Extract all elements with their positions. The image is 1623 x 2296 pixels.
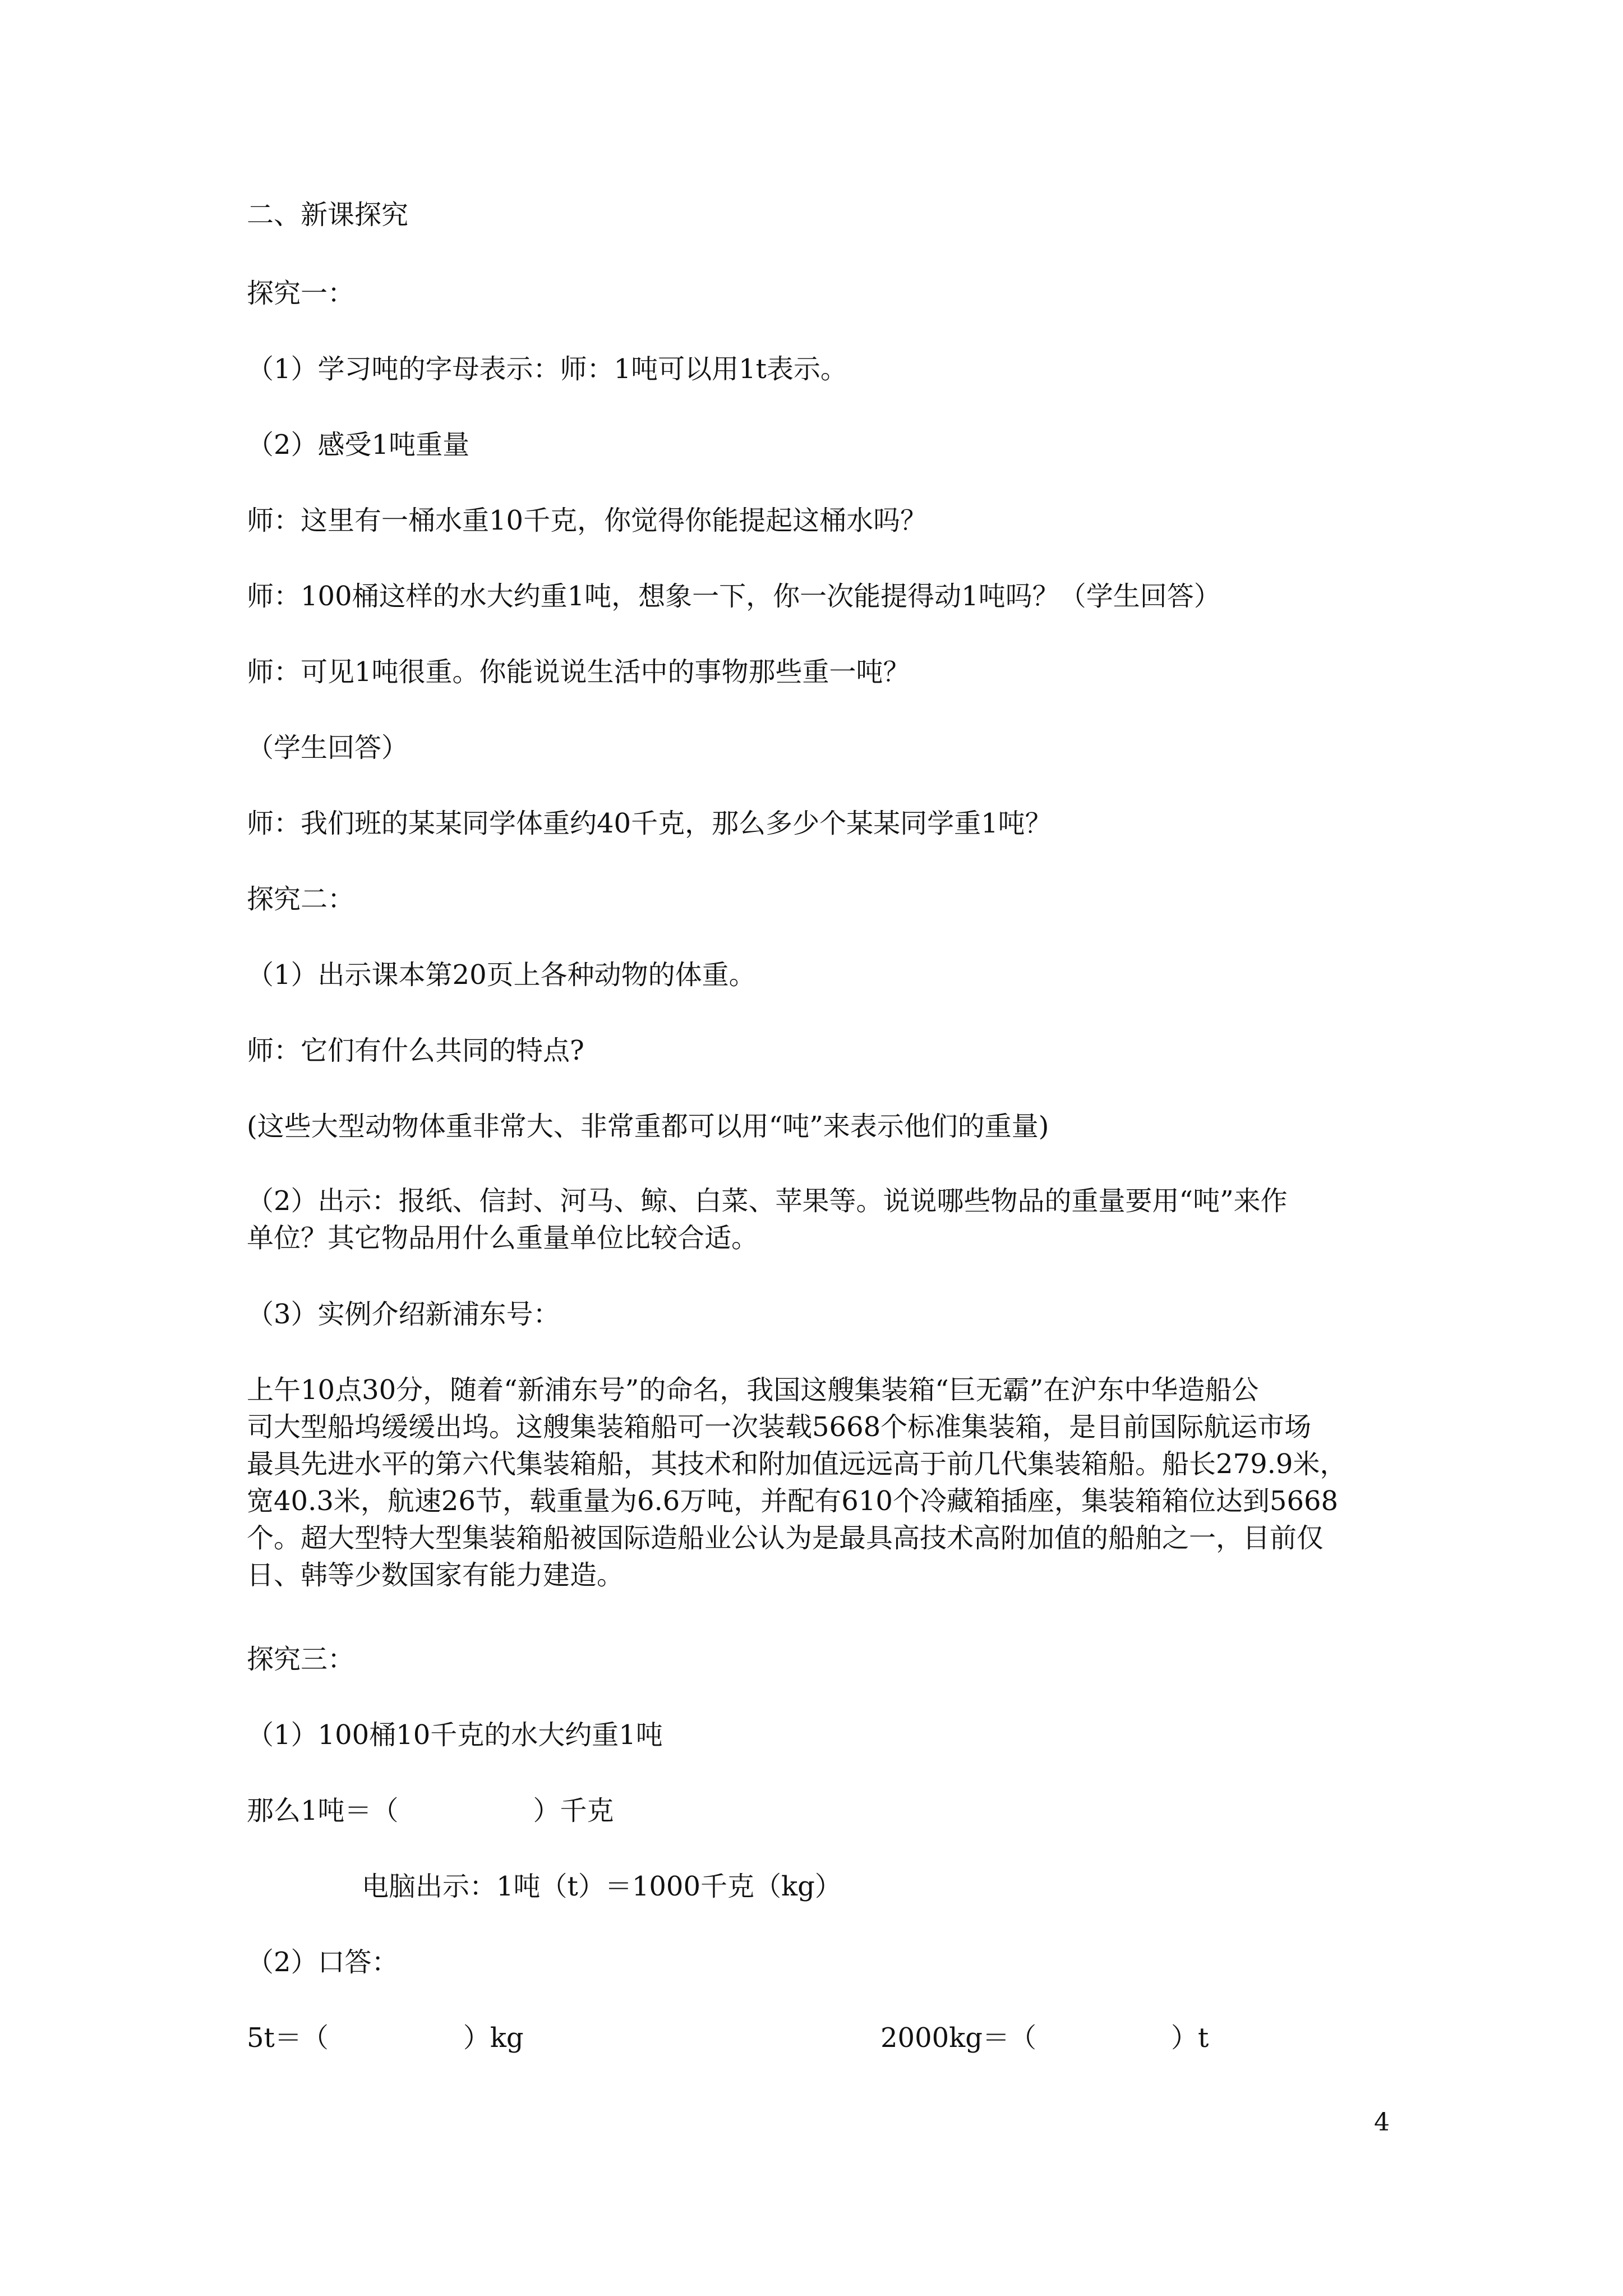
explore-three-heading: 探究三： (247, 1644, 355, 1675)
exercise-left: 5t＝（ ）kg (247, 2022, 524, 2054)
fill-in-blank-line: 那么1吨＝（ ）千克 (247, 1795, 614, 1826)
paragraph-line: 日、韩等少数国家有能力建造。 (247, 1559, 624, 1591)
teacher-line-1: 师：这里有一桶水重10千克，你觉得你能提起这桶水吗？ (247, 505, 928, 536)
explore-three-item-1: （1）100桶10千克的水大约重1吨 (247, 1719, 663, 1751)
paragraph-line: 宽40.3米，航速26节，载重量为6.6万吨，并配有610个冷藏箱插座，集装箱箱位达到5668 (247, 1485, 1339, 1517)
teacher-line-3: 师：可见1吨很重。你能说说生活中的事物那些重一吨？ (247, 656, 910, 688)
paragraph-line: 个。超大型特大型集装箱船被国际造船业公认为是最具高技术高附加值的船舶之一，目前仅 (247, 1522, 1324, 1554)
explore-one-heading: 探究一： (247, 278, 355, 309)
paragraph-line: 上午10点30分，随着“新浦东号”的命名，我国这艘集装箱“巨无霸”在沪东中华造船公 (247, 1374, 1259, 1406)
answer-explanation-line: (这些大型动物体重非常大、非常重都可以用“吨”来表示他们的重量) (247, 1111, 1049, 1142)
explore-two-heading: 探究二： (247, 884, 355, 915)
student-answer-line: （学生回答） (247, 732, 409, 763)
computer-show-line: 电脑出示：1吨（t）＝1000千克（kg） (362, 1871, 842, 1902)
ship-paragraph (247, 1372, 1391, 1594)
page-number: 4 (1374, 2108, 1390, 2137)
section-heading: 二、新课探究 (247, 199, 409, 231)
teacher-line-2: 师：100桶这样的水大约重1吨，想象一下，你一次能提得动1吨吗？（学生回答） (247, 581, 1221, 612)
teacher-line-4: 师：我们班的某某同学体重约40千克，那么多少个某某同学重1吨？ (247, 808, 1052, 839)
paragraph-line: 最具先进水平的第六代集装箱船，其技术和附加值远远高于前几代集装箱船。船长279.9米， (247, 1448, 1347, 1480)
exercise-right: 2000kg＝（ ）t (880, 2022, 1209, 2054)
show-items-paragraph (247, 1182, 1391, 1257)
case-intro-line: （3）实例介绍新浦东号： (247, 1299, 560, 1330)
paragraph-line: （2）出示：报纸、信封、河马、鲸、白菜、苹果等。说说哪些物品的重量要用“吨”来作 (247, 1185, 1288, 1217)
paragraph-line: 司大型船坞缓缓出坞。这艘集装箱船可一次装载5668个标准集装箱，是目前国际航运市场 (247, 1411, 1312, 1443)
explore-one-item-2: （2）感受1吨重量 (247, 429, 470, 461)
oral-answer-heading: （2）口答： (247, 1947, 399, 1978)
paragraph-line: 单位？其它物品用什么重量单位比较合适。 (247, 1222, 759, 1254)
explore-one-item-1: （1）学习吨的字母表示：师：1吨可以用1t表示。 (247, 353, 847, 385)
teacher-question-line: 师：它们有什么共同的特点? (247, 1035, 584, 1066)
explore-two-item-1: （1）出示课本第20页上各种动物的体重。 (247, 959, 756, 991)
